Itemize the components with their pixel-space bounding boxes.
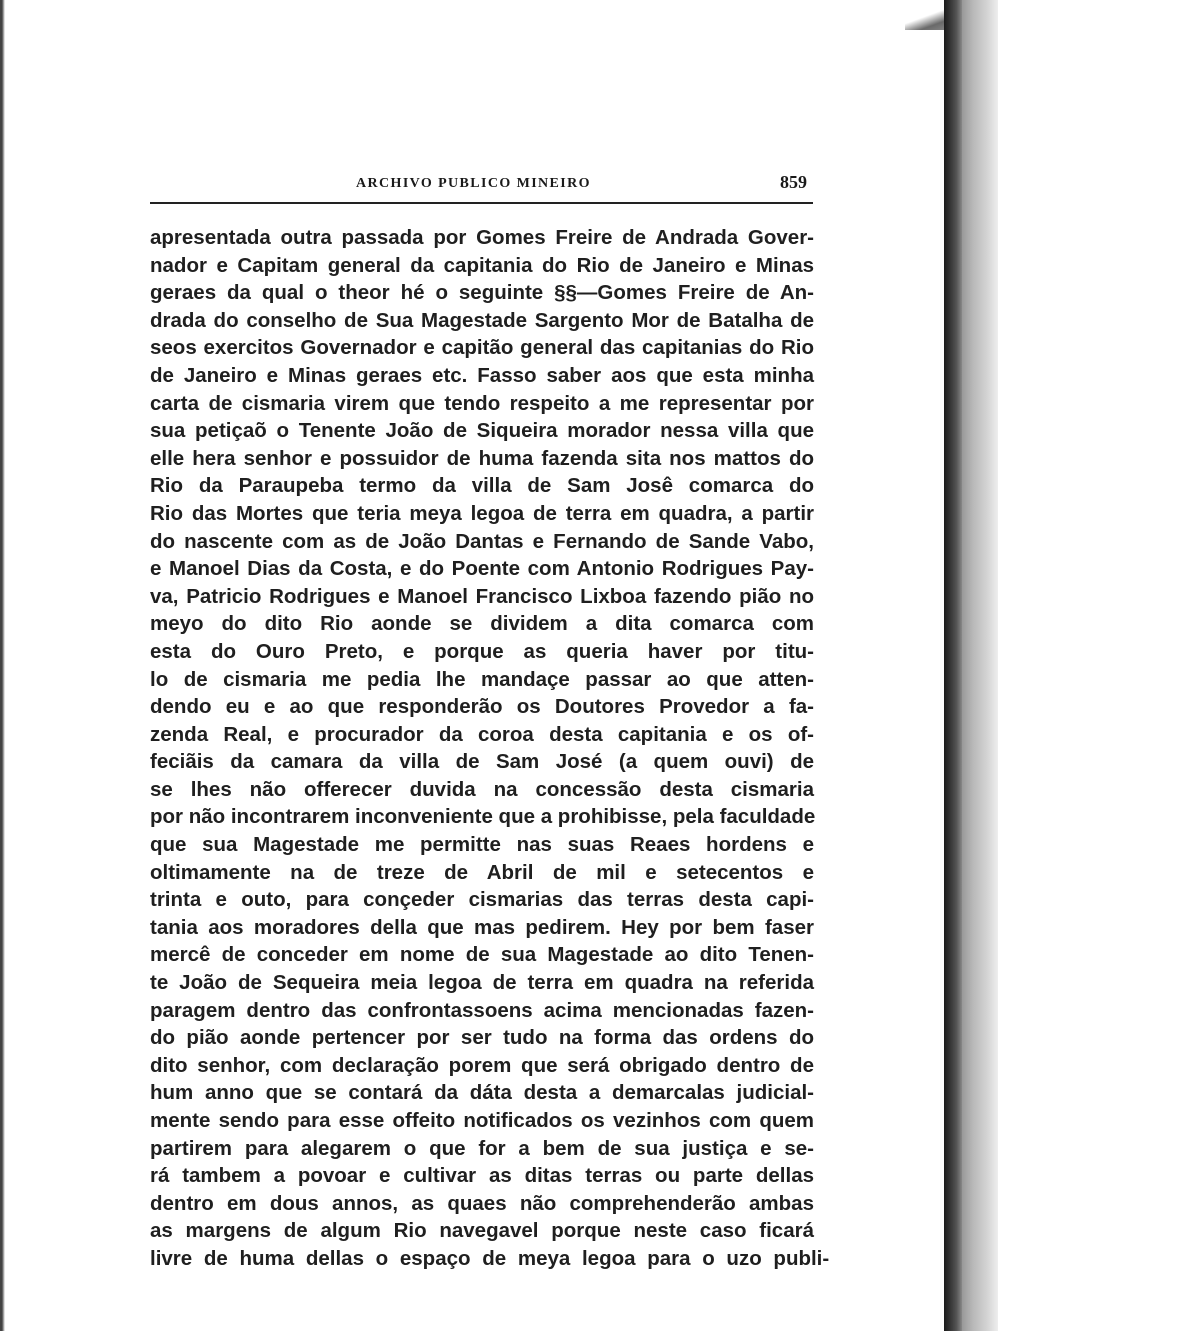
text-line: rá tambem a povoar e cultivar as ditas terras ou parte dellas — [150, 1164, 814, 1188]
text-line: lo de cismaria me pedia lhe mandaçe passar ao que atten- — [150, 667, 814, 691]
text-line: sua petiçaõ o Tenente João de Siqueira morador nessa villa que — [150, 419, 814, 443]
text-line: hum anno que se contará da dáta desta a demarcalas judicial- — [150, 1081, 814, 1105]
text-line: apresentada outra passada por Gomes Freire de Andrada Gover- — [150, 226, 814, 249]
header-rule — [150, 202, 813, 204]
text-line: feciãis da camara da villa de Sam José (a quem ouvi) de — [150, 750, 814, 774]
text-line: partirem para alegarem o que for a bem de sua justiça e se- — [150, 1136, 814, 1160]
binding-shadow — [944, 0, 962, 1331]
text-line: paragem dentro das confrontassoens acima mencionadas fazen- — [150, 998, 814, 1022]
text-line: dentro em dous annos, as quaes não comprehenderão ambas — [150, 1191, 814, 1215]
text-line: se lhes não offerecer duvida na concessão desta cismaria — [150, 777, 814, 801]
text-line: esta do Ouro Preto, e porque as queria haver por titu- — [150, 639, 814, 663]
text-line: seos exercitos Governador e capitão general das capitanias do Rio — [150, 336, 814, 360]
text-line: drada do conselho de Sua Magestade Sargento Mor de Batalha de — [150, 308, 814, 332]
text-line: Rio das Mortes que teria meya legoa de terra em quadra, a partir — [150, 501, 814, 525]
page-number: 859 — [780, 172, 807, 192]
scan-left-edge — [0, 0, 6, 1331]
text-line: que sua Magestade me permitte nas suas Reaes hordens e — [150, 833, 814, 857]
text-line: trinta e outo, para conçeder cismarias das terras desta capi- — [150, 888, 814, 912]
text-line: as margens de algum Rio navegavel porque neste caso ficará — [150, 1219, 814, 1243]
text-line: dito senhor, com declaração porem que será obrigado dentro de — [150, 1053, 814, 1077]
text-line: te João de Sequeira meia legoa de terra em quadra na referida — [150, 971, 814, 995]
text-line: de Janeiro e Minas geraes etc. Fasso saber aos que esta minha — [150, 363, 814, 387]
text-line: oltimamente na de treze de Abril de mil e setecentos e — [150, 860, 814, 884]
text-line: do nascente com as de João Dantas e Fernando de Sande Vabo, — [150, 529, 814, 553]
running-head: ARCHIVO PUBLICO MINEIRO — [356, 176, 591, 191]
text-line: do pião aonde pertencer por ser tudo na forma das ordens do — [150, 1026, 814, 1050]
text-line: geraes da qual o theor hé o seguinte §§—Gomes Freire de An- — [150, 281, 814, 305]
page-edge-shadow — [962, 0, 998, 1331]
text-line: carta de cismaria virem que tendo respeito a me representar por — [150, 391, 814, 415]
page-header — [150, 172, 813, 198]
text-line: mente sendo para esse offeito notificados os vezinhos com quem — [150, 1109, 814, 1132]
text-line: livre de huma dellas o espaço de meya legoa para o uzo publi- — [150, 1246, 830, 1270]
text-line: elle hera senhor e possuidor de huma fazenda sita nos mattos do — [150, 446, 814, 470]
text-line: mercê de conceder em nome de sua Magestade ao dito Tenen- — [150, 943, 814, 967]
text-line: meyo do dito Rio aonde se dividem a dita comarca com — [150, 612, 814, 636]
text-line: tania aos moradores della que mas pedirem. Hey por bem faser — [150, 915, 814, 939]
text-line: por não incontrarem inconveniente que a prohibisse, pela faculdade — [150, 805, 816, 829]
body-text — [150, 224, 830, 1273]
text-line: e Manoel Dias da Costa, e do Poente com Antonio Rodrigues Pay- — [150, 557, 814, 581]
text-line: dendo eu e ao que responderão os Doutores Provedor a fa- — [150, 695, 814, 719]
text-line: zenda Real, e procurador da coroa desta capitania e os of- — [150, 722, 814, 746]
text-line: va, Patricio Rodrigues e Manoel Francisco Lixboa fazendo pião no — [150, 584, 814, 608]
text-line: nador e Capitam general da capitania do Rio de Janeiro e Minas — [150, 253, 814, 277]
text-line: Rio da Paraupeba termo da villa de Sam Josê comarca do — [150, 474, 814, 498]
